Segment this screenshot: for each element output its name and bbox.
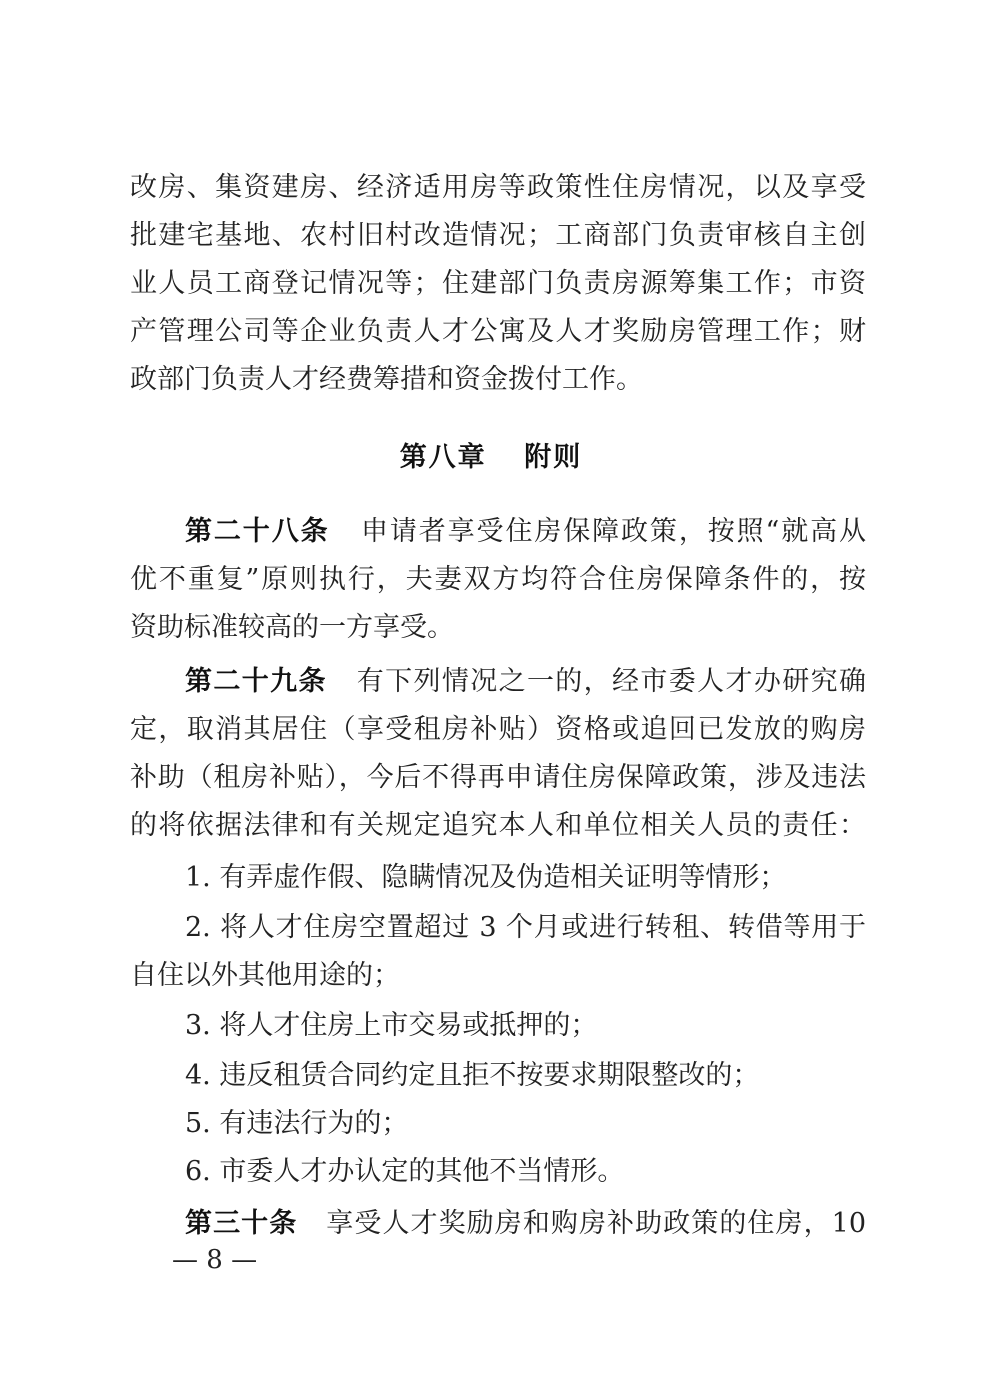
paragraph-line: 批建宅基地、农村旧村改造情况；工商部门负责审核自主创 <box>130 220 866 251</box>
paragraph-line: 优不重复”原则执行，夫妻双方均符合住房保障条件的，按 <box>130 564 866 595</box>
paragraph-line: 改房、集资建房、经济适用房等政策性住房情况，以及享受 <box>130 172 866 203</box>
chapter-number: 第八章 <box>399 442 487 473</box>
paragraph-line: 业人员工商登记情况等；住建部门负责房源筹集工作；市资 <box>130 268 866 299</box>
paragraph-line: 政部门负责人才经费筹措和资金拨付工作。 <box>130 364 643 395</box>
list-item: 6. 市委人才办认定的其他不当情形。 <box>185 1156 625 1187</box>
article-label: 第二十八条 <box>185 516 330 547</box>
list-item: 5. 有违法行为的； <box>185 1108 409 1139</box>
chapter-heading <box>0 436 982 480</box>
paragraph-line: 补助（租房补贴），今后不得再申请住房保障政策，涉及违法 <box>130 762 866 793</box>
page-number: — 8 — <box>172 1245 258 1275</box>
list-item: 4. 违反租赁合同约定且拒不按要求期限整改的； <box>185 1060 760 1091</box>
article-29-first-line <box>0 660 866 704</box>
paragraph-line: 的将依据法律和有关规定追究本人和单位相关人员的责任： <box>130 810 866 841</box>
article-text: 有下列情况之一的，经市委人才办研究确 <box>356 666 867 697</box>
chapter-title: 附则 <box>524 442 583 473</box>
paragraph-line: 产管理公司等企业负责人才公寓及人才奖励房管理工作；财 <box>130 316 866 347</box>
article-label: 第三十条 <box>185 1208 298 1239</box>
paragraph-line: 定，取消其居住（享受租房补贴）资格或追回已发放的购房 <box>130 714 866 745</box>
list-item: 2. 将人才住房空置超过 3 个月或进行转租、转借等用于 <box>185 912 866 943</box>
list-item: 1. 有弄虚作假、隐瞒情况及伪造相关证明等情形； <box>185 862 787 893</box>
article-28-first-line <box>0 510 866 554</box>
article-text: 享受人才奖励房和购房补助政策的住房，10 <box>326 1208 867 1239</box>
article-30-first-line <box>0 1202 866 1246</box>
list-item: 3. 将人才住房上市交易或抵押的； <box>185 1010 598 1041</box>
article-label: 第二十九条 <box>185 666 327 697</box>
paragraph-line: 资助标准较高的一方享受。 <box>130 612 454 643</box>
list-item-continuation: 自住以外其他用途的； <box>130 960 400 991</box>
article-text: 申请者享受住房保障政策，按照“就高从 <box>360 516 867 547</box>
